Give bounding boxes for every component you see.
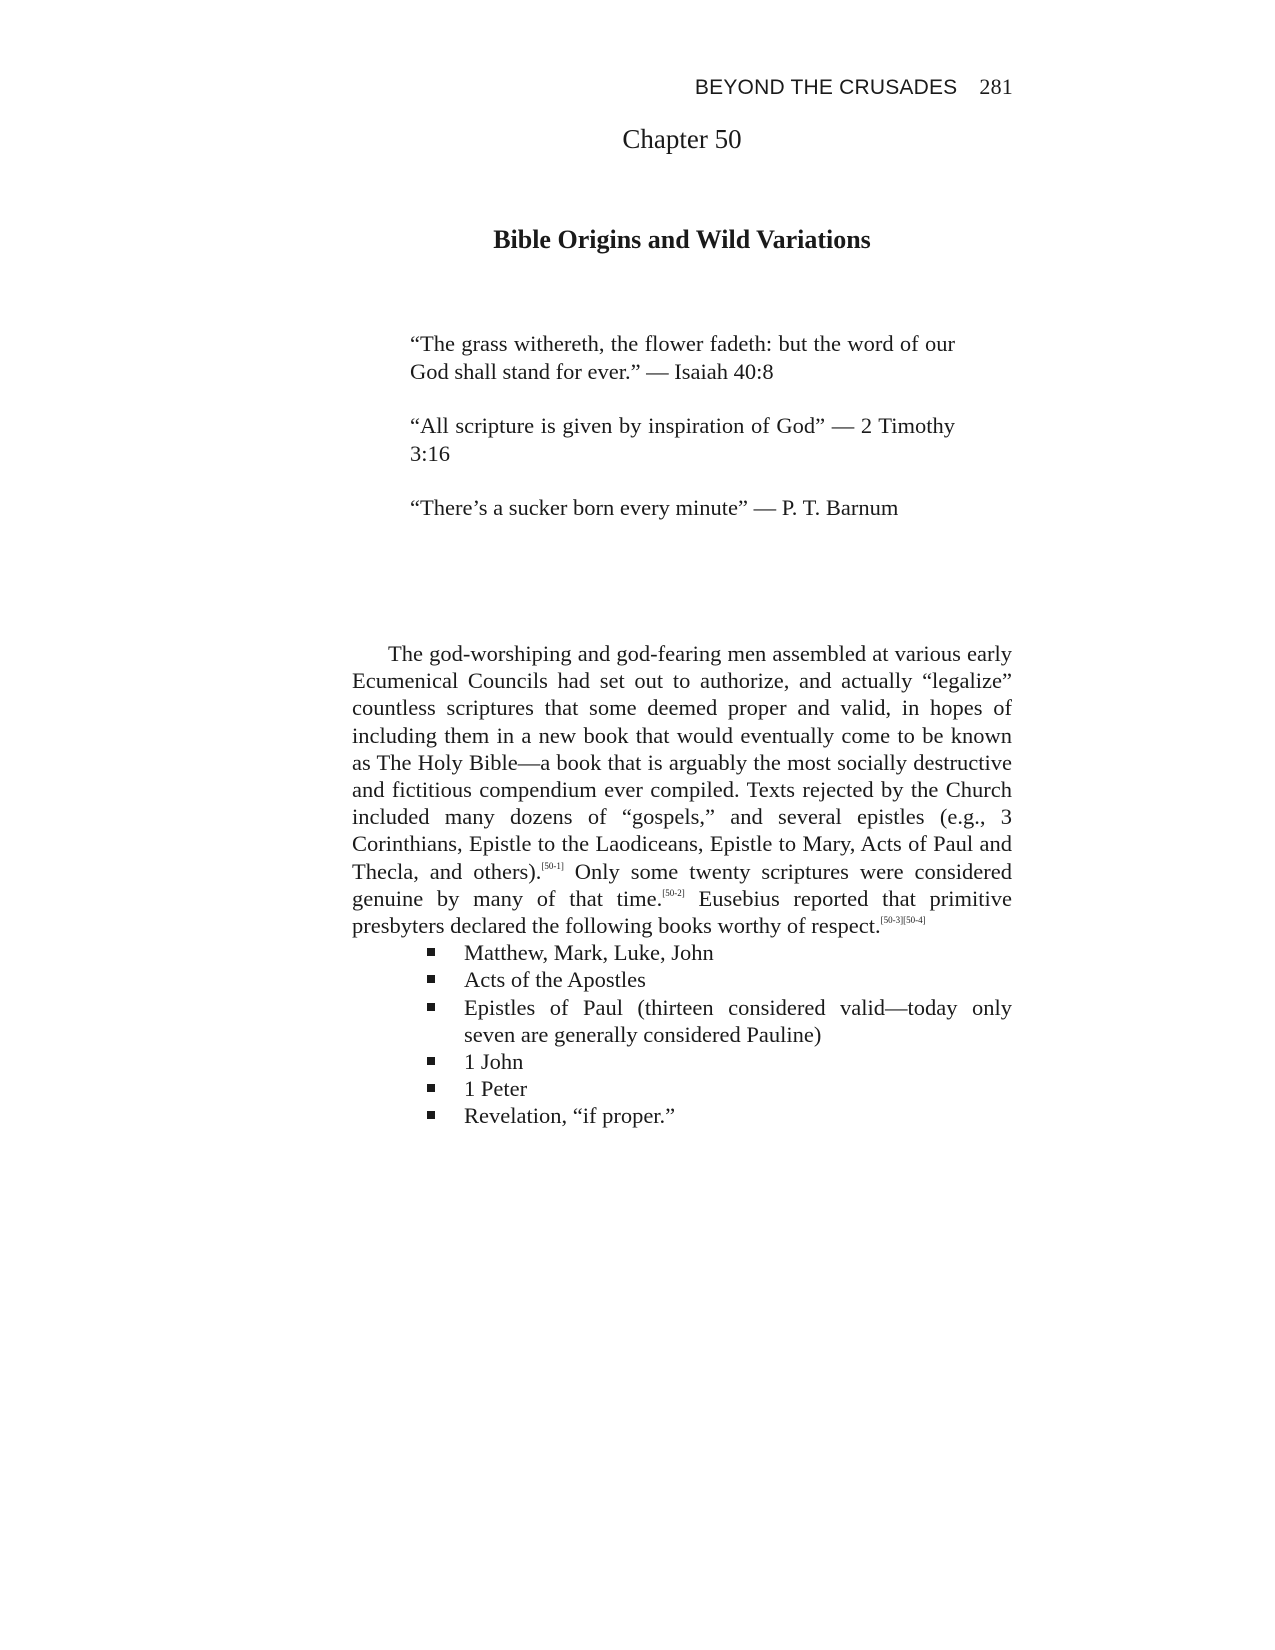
body-text-part-2: Only some twenty scriptures were considered genuine by many of that time. xyxy=(352,858,1012,911)
epigraph-isaiah: “The grass withereth, the flower fadeth: but the word of our God shall stand for ever.” — Isaiah 40:8 xyxy=(410,331,955,384)
square-bullet-icon xyxy=(427,1057,435,1065)
list-item xyxy=(427,966,1012,993)
list-item xyxy=(427,994,1012,1048)
list-item-text: 1 John xyxy=(464,1049,524,1075)
running-title: BEYOND THE CRUSADES xyxy=(694,76,958,99)
chapter-title: Bible Origins and Wild Variations xyxy=(493,225,871,254)
body-text-part-3: Eusebius reported that primitive presbyters declared the following books worthy of respect. xyxy=(352,885,1013,939)
respected-books-list xyxy=(352,939,1012,1129)
epigraph-timothy: “All scripture is given by inspiration of God” — 2 Timothy 3:16 xyxy=(410,413,955,466)
list-item-text: 1 Peter xyxy=(464,1076,528,1102)
list-item xyxy=(427,1048,1012,1075)
list-item xyxy=(427,939,1012,966)
square-bullet-icon xyxy=(427,948,435,956)
footnote-ref-50-1[interactable]: [50-1] xyxy=(541,860,564,871)
body-paragraph xyxy=(352,640,1012,939)
square-bullet-icon xyxy=(427,975,435,983)
square-bullet-icon xyxy=(427,1003,435,1011)
list-item-text: Revelation, “if proper.” xyxy=(464,1103,676,1129)
running-header xyxy=(695,74,1013,100)
footnote-ref-50-2[interactable]: [50-2] xyxy=(662,887,685,898)
body-text xyxy=(352,640,1012,1130)
square-bullet-icon xyxy=(427,1111,435,1119)
footnote-ref-50-3-50-4[interactable]: [50-3][50-4] xyxy=(880,915,926,926)
epigraphs xyxy=(410,330,955,549)
square-bullet-icon xyxy=(427,1084,435,1092)
epigraph-barnum: “There’s a sucker born every minute” — P. T. Barnum xyxy=(410,495,899,520)
list-item-text: Matthew, Mark, Luke, John xyxy=(464,940,714,966)
list-item-text: Acts of the Apostles xyxy=(464,967,646,993)
page-number: 281 xyxy=(979,74,1013,99)
body-text-part-1: The god-worshiping and god-fearing men assembled at various early Ecumenical Councils had set out to authorize, and actually “legalize” countless scriptures that some deemed proper and valid, in hopes of including them in a new book that would eventually come to be known as The Holy Bible—a book that is arguably the most socially destructive and fictitious compendium ever compiled. Texts rejected by the Church included many dozens of “gospels,” and several epistles (e.g., 3 Corinthians, Epistle to the Laodiceans, Epistle to Mary, Acts of Paul and Thecla, and others). xyxy=(352,641,1012,884)
list-item xyxy=(427,1075,1012,1102)
chapter-label: Chapter 50 xyxy=(622,124,742,154)
list-item-text: Epistles of Paul (thirteen considered valid—today only seven are generally considered Pauline) xyxy=(464,994,1012,1047)
list-item xyxy=(427,1102,1012,1129)
